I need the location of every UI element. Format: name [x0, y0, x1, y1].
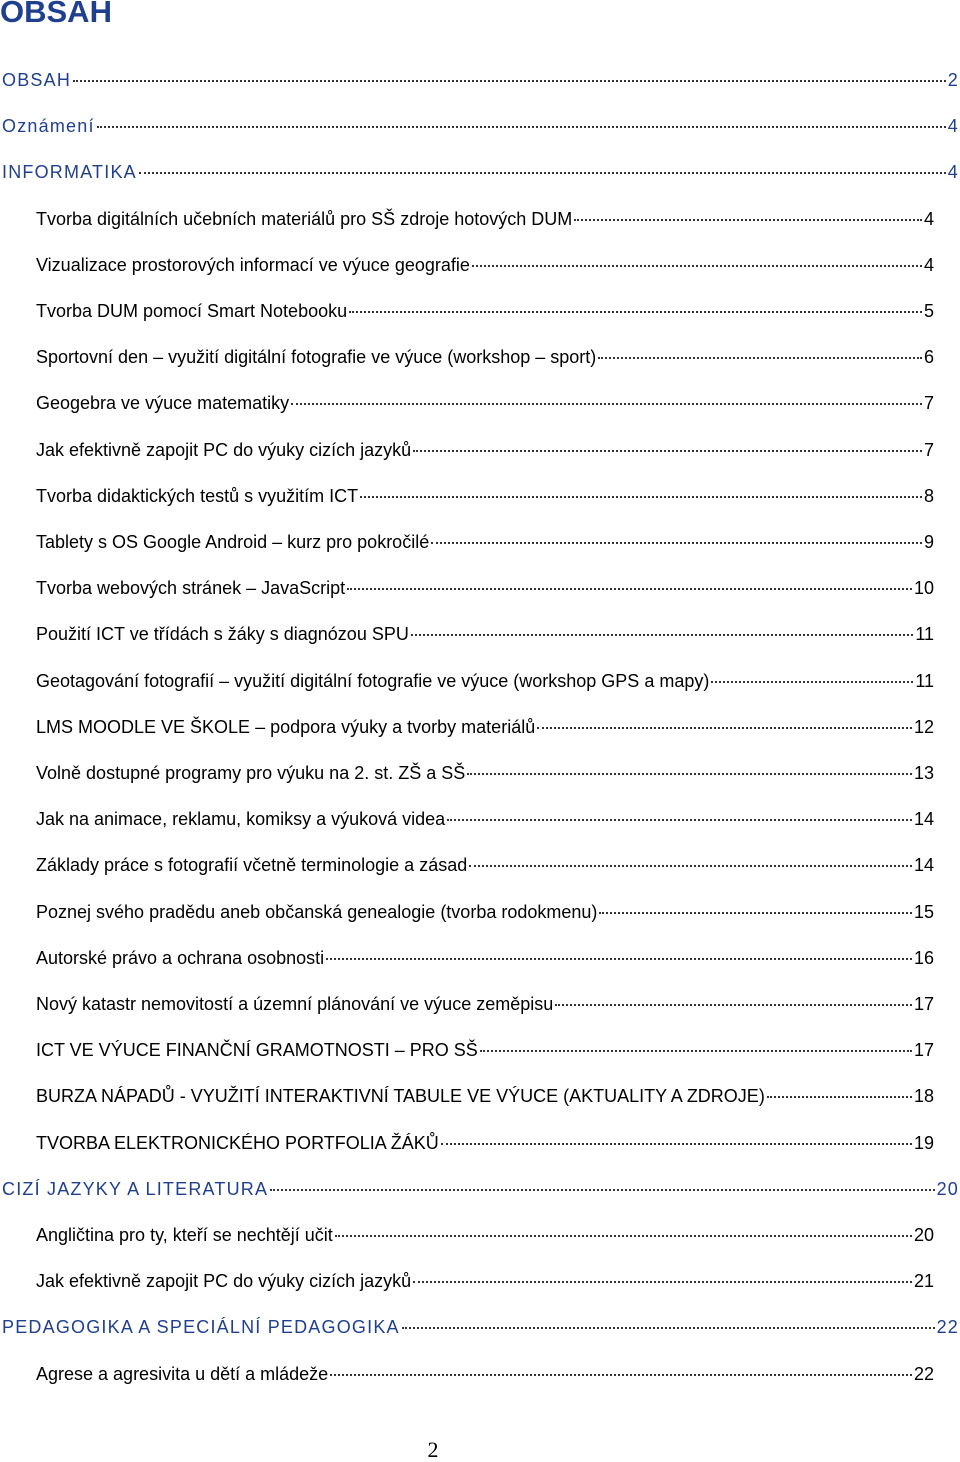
- toc-entry-page-number: 5: [923, 301, 934, 321]
- toc-leader-dots: [335, 1235, 912, 1237]
- toc-entry[interactable]: [36, 854, 934, 876]
- toc-entry-page-number: 13: [913, 763, 934, 783]
- toc-entry-label: Tvorba didaktických testů s využitím ICT: [36, 486, 359, 506]
- toc-entry[interactable]: [36, 1085, 934, 1107]
- toc-leader-dots: [139, 172, 946, 174]
- toc-leader-dots: [330, 1374, 912, 1376]
- toc-entry[interactable]: [36, 1363, 934, 1385]
- toc-entry[interactable]: [36, 346, 934, 368]
- toc-entry[interactable]: [36, 762, 934, 784]
- toc-leader-dots: [411, 634, 913, 636]
- toc-entry-page-number: 10: [913, 578, 934, 598]
- toc-entry-label: Geotagování fotografií – využití digitální fotografie ve výuce (workshop GPS a mapy): [36, 671, 710, 691]
- toc-entry-label: INFORMATIKA: [2, 162, 137, 182]
- toc-leader-dots: [97, 126, 946, 128]
- toc-entry-page-number: 22: [913, 1364, 934, 1384]
- toc-entry-label: Jak efektivně zapojit PC do výuky cizích jazyků: [36, 440, 412, 460]
- toc-entry-page-number: 12: [913, 717, 934, 737]
- page-title: OBSAH: [0, 0, 112, 29]
- toc-entry-page-number: 4: [947, 162, 959, 182]
- toc-entry[interactable]: [36, 1224, 934, 1246]
- toc-leader-dots: [431, 542, 922, 544]
- toc-section-entry[interactable]: [2, 69, 959, 91]
- toc-entry-page-number: 2: [947, 70, 959, 90]
- toc-entry-label: Vizualizace prostorových informací ve výuce geografie: [36, 255, 470, 275]
- toc-leader-dots: [447, 819, 912, 821]
- toc-entry-page-number: 21: [913, 1271, 934, 1291]
- toc-section-entry[interactable]: [2, 1316, 959, 1338]
- toc-entry[interactable]: [36, 623, 934, 645]
- toc-entry[interactable]: [36, 1270, 934, 1292]
- toc-leader-dots: [349, 311, 922, 313]
- toc-entry-page-number: 18: [913, 1086, 934, 1106]
- toc-entry[interactable]: [36, 716, 934, 738]
- toc-entry-label: Nový katastr nemovitostí a územní plánování ve výuce zeměpisu: [36, 994, 554, 1014]
- toc-entry-page-number: 16: [913, 948, 934, 968]
- toc-leader-dots: [472, 265, 922, 267]
- toc-entry-page-number: 22: [936, 1317, 959, 1337]
- toc-entry-label: BURZA NÁPADŮ - VYUŽITÍ INTERAKTIVNÍ TABULE VE VÝUCE (AKTUALITY A ZDROJE): [36, 1086, 765, 1106]
- toc-leader-dots: [326, 958, 912, 960]
- toc-entry-label: Jak efektivně zapojit PC do výuky cizích jazyků: [36, 1271, 412, 1291]
- toc-entry-label: Autorské právo a ochrana osobnosti: [36, 948, 325, 968]
- toc-entry-page-number: 6: [923, 347, 934, 367]
- toc-entry-page-number: 19: [913, 1133, 934, 1153]
- toc-entry-page-number: 7: [923, 393, 934, 413]
- toc-entry[interactable]: [36, 670, 934, 692]
- toc-entry[interactable]: [36, 947, 934, 969]
- toc-leader-dots: [467, 773, 912, 775]
- toc-entry-label: ICT VE VÝUCE FINANČNÍ GRAMOTNOSTI – PRO SŠ: [36, 1040, 478, 1060]
- toc-entry-label: Tvorba DUM pomocí Smart Notebooku: [36, 301, 348, 321]
- toc-leader-dots: [469, 865, 912, 867]
- toc-leader-dots: [413, 1281, 912, 1283]
- toc-entry-label: PEDAGOGIKA A SPECIÁLNÍ PEDAGOGIKA: [2, 1317, 400, 1337]
- toc-entry-page-number: 14: [913, 855, 934, 875]
- toc-entry-label: Volně dostupné programy pro výuku na 2. st. ZŠ a SŠ: [36, 763, 466, 783]
- page-number: 2: [427, 1437, 439, 1462]
- toc-leader-dots: [402, 1327, 935, 1329]
- toc-leader-dots: [270, 1189, 934, 1191]
- toc-entry-page-number: 4: [923, 255, 934, 275]
- toc-entry-label: LMS MOODLE VE ŠKOLE – podpora výuky a tvorby materiálů: [36, 717, 536, 737]
- toc-entry-label: Oznámení: [2, 116, 95, 136]
- toc-entry-page-number: 9: [923, 532, 934, 552]
- toc-entry[interactable]: [36, 208, 934, 230]
- toc-entry-label: Tablety s OS Google Android – kurz pro pokročilé: [36, 532, 430, 552]
- toc-entry-page-number: 8: [923, 486, 934, 506]
- toc-entry[interactable]: [36, 577, 934, 599]
- toc-leader-dots: [711, 681, 913, 683]
- toc-entry[interactable]: [36, 531, 934, 553]
- toc-entry[interactable]: [36, 485, 934, 507]
- toc-entry-page-number: 4: [923, 209, 934, 229]
- toc-entry-label: Agrese a agresivita u dětí a mládeže: [36, 1364, 329, 1384]
- toc-leader-dots: [537, 727, 912, 729]
- toc-section-entry[interactable]: [2, 1178, 959, 1200]
- toc-entry-label: TVORBA ELEKTRONICKÉHO PORTFOLIA ŽÁKŮ: [36, 1133, 439, 1153]
- toc-entry-page-number: 20: [913, 1225, 934, 1245]
- toc-entry-label: Angličtina pro ty, kteří se nechtějí učit: [36, 1225, 333, 1245]
- toc-entry-label: Sportovní den – využití digitální fotografie ve výuce (workshop – sport): [36, 347, 597, 367]
- toc-entry[interactable]: [36, 993, 934, 1015]
- toc-entry[interactable]: [36, 808, 934, 830]
- toc-leader-dots: [599, 912, 912, 914]
- toc-leader-dots: [555, 1004, 912, 1006]
- toc-leader-dots: [413, 450, 922, 452]
- toc-entry-page-number: 11: [915, 624, 934, 644]
- toc-entry[interactable]: [36, 254, 934, 276]
- toc-entry-page-number: 4: [947, 116, 959, 136]
- toc-entry-page-number: 11: [915, 671, 934, 691]
- toc-entry[interactable]: [36, 1039, 934, 1061]
- toc-leader-dots: [360, 496, 922, 498]
- toc-entry-label: OBSAH: [2, 70, 72, 90]
- toc-leader-dots: [73, 80, 946, 82]
- toc-entry-label: Tvorba webových stránek – JavaScript: [36, 578, 346, 598]
- toc-leader-dots: [441, 1143, 912, 1145]
- toc-entry-label: Použití ICT ve třídách s žáky s diagnózou SPU: [36, 624, 409, 644]
- toc-entry-label: CIZÍ JAZYKY A LITERATURA: [2, 1179, 269, 1199]
- toc-entry-page-number: 7: [923, 440, 934, 460]
- toc-entry[interactable]: [36, 439, 934, 461]
- toc-entry-label: Poznej svého pradědu aneb občanská genealogie (tvorba rodokmenu): [36, 902, 598, 922]
- toc-entry[interactable]: [36, 300, 934, 322]
- toc-entry-page-number: 15: [913, 902, 934, 922]
- toc-section-entry[interactable]: [2, 161, 959, 183]
- toc-entry-page-number: 17: [913, 1040, 934, 1060]
- toc-leader-dots: [291, 403, 922, 405]
- toc-entry-label: Jak na animace, reklamu, komiksy a výuková videa: [36, 809, 446, 829]
- toc-leader-dots: [598, 357, 922, 359]
- toc-leader-dots: [480, 1050, 912, 1052]
- toc-leader-dots: [767, 1096, 912, 1098]
- toc-entry[interactable]: [36, 901, 934, 923]
- toc-leader-dots: [574, 219, 922, 221]
- toc-entry-label: Geogebra ve výuce matematiky: [36, 393, 290, 413]
- toc-leader-dots: [347, 588, 912, 590]
- toc-entry-page-number: 20: [936, 1179, 959, 1199]
- toc-entry-page-number: 17: [913, 994, 934, 1014]
- toc-entry-page-number: 14: [913, 809, 934, 829]
- toc-entry-label: Základy práce s fotografií včetně terminologie a zásad: [36, 855, 468, 875]
- toc-section-entry[interactable]: [2, 115, 959, 137]
- toc-entry-label: Tvorba digitálních učebních materiálů pro SŠ zdroje hotových DUM: [36, 209, 573, 229]
- toc-entry[interactable]: [36, 1132, 934, 1154]
- toc-entry[interactable]: [36, 392, 934, 414]
